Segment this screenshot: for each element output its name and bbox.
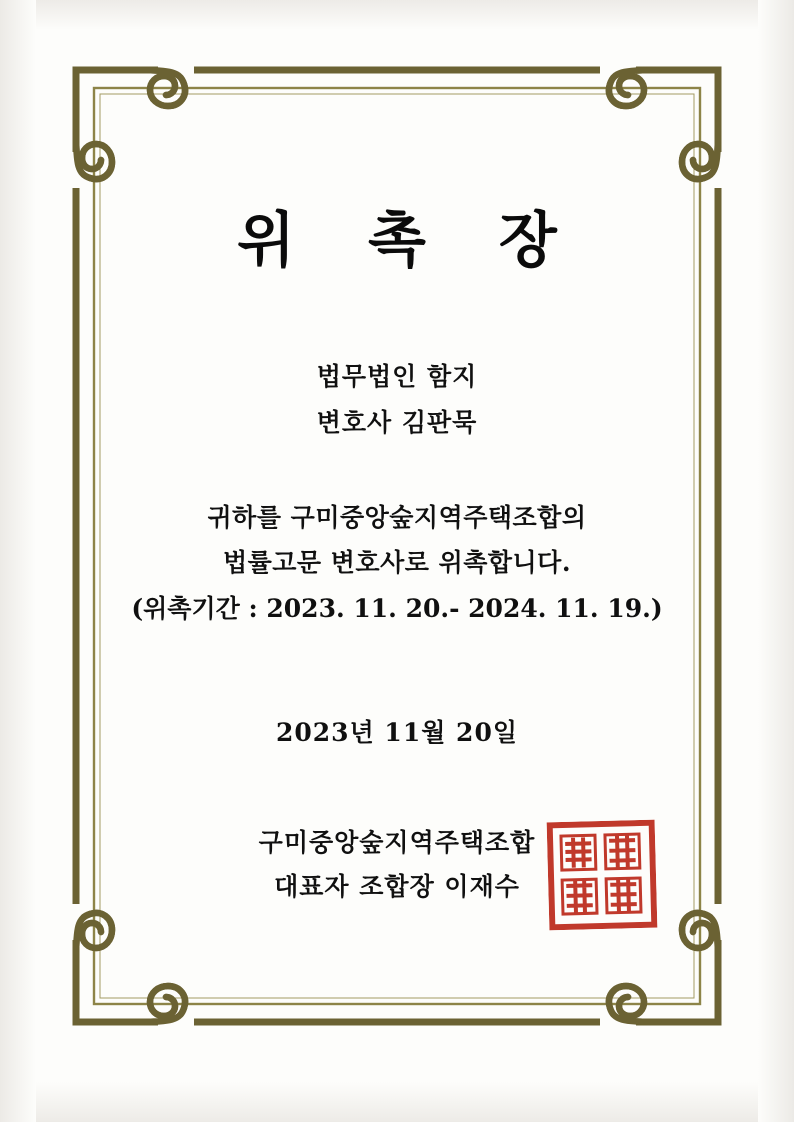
body-line-period: (위촉기간 : 2023. 11. 20.- 2024. 11. 19.) xyxy=(131,593,663,623)
scan-shading-left xyxy=(0,0,36,1122)
body-line-2: 법률고문 변호사로 위촉합니다. xyxy=(222,548,572,577)
issuer-representative: 대표자 조합장 이재수 xyxy=(274,871,520,901)
certificate-content xyxy=(110,100,684,992)
certificate-title: 위 촉 장 xyxy=(237,206,583,276)
recipient-person: 변호사 김판묵 xyxy=(316,408,478,438)
certificate-body xyxy=(110,495,684,632)
issuer-block xyxy=(110,821,684,909)
scan-shading-top xyxy=(0,0,794,30)
issuer-organization: 구미중앙숲지역주택조합 xyxy=(258,828,536,857)
body-line-1: 귀하를 구미중앙숲지역주택조합의 xyxy=(207,502,587,532)
recipient-block xyxy=(110,354,684,447)
recipient-organization: 법무법인 함지 xyxy=(316,362,478,391)
scan-shading-bottom xyxy=(0,1082,794,1122)
red-seal-stamp-icon xyxy=(547,820,658,931)
issue-date: 2023년 11월 20일 xyxy=(275,718,519,747)
scan-shading-right xyxy=(758,0,794,1122)
